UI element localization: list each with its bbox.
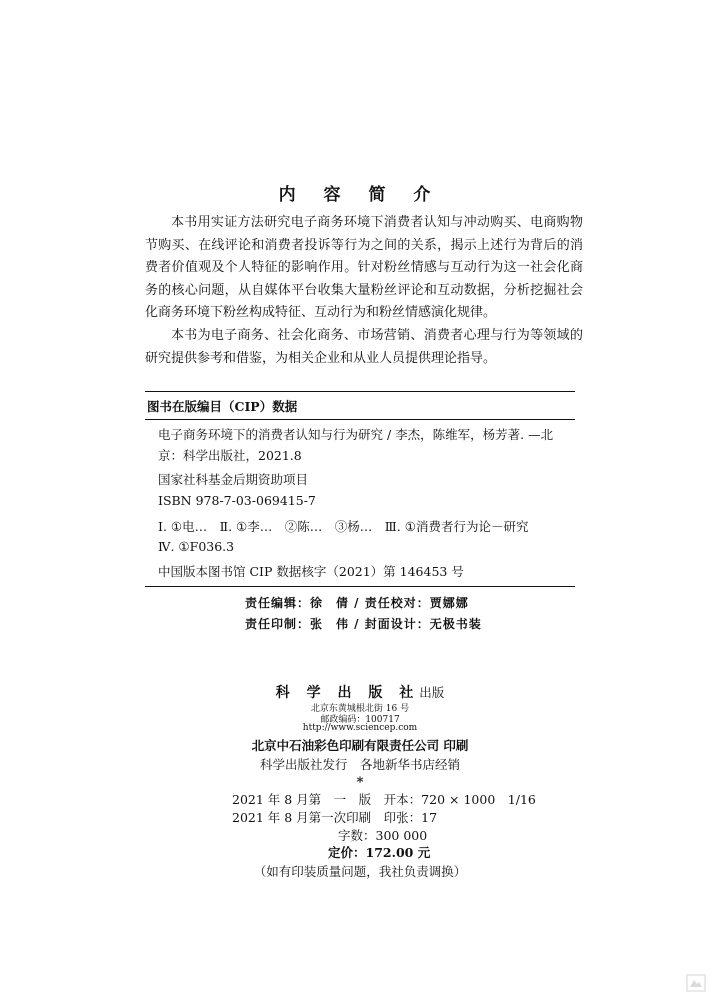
edition-line: 2021 年 8 月第 一 版 开本：720 × 1000 1/16	[232, 792, 536, 807]
summary-paragraph-1: 本书用实证方法研究电子商务环境下消费者认知与冲动购买、电商购物节购买、在线评论和消费者投诉等行为之间的关系，揭示上述行为背后的消费者价值观及个人特征的影响作用。针对粉丝情感与互动行为这一社会化商务的核心问题，从自媒体平台收集大量粉丝评论和互动数据，分析挖掘社会化商务环境下粉丝构成特征、互动行为和粉丝情感演化规律。	[145, 215, 583, 321]
credits-editor-line: 责任编辑：徐 倩 / 责任校对：贾娜娜	[245, 596, 469, 610]
cip-publisher-line: 京：科学出版社，2021.8	[158, 448, 302, 463]
publisher-postcode: 邮政编码：100717	[320, 715, 400, 725]
summary-title: 内 容 简 介	[278, 185, 442, 205]
cip-bottom-rule	[145, 586, 575, 587]
separator-star: *	[356, 775, 364, 790]
word-count: 字数：300 000	[338, 828, 428, 843]
distribution-line: 科学出版社发行 各地新华书店经销	[259, 757, 460, 772]
cip-top-rule	[145, 391, 575, 392]
publisher-address: 北京东黄城根北街 16 号	[310, 704, 410, 714]
printer-line: 北京中石油彩色印刷有限责任公司 印刷	[251, 738, 469, 753]
price: 定价：172.00 元	[328, 845, 431, 860]
publisher-line	[0, 682, 720, 702]
watermark-icon	[686, 974, 706, 992]
publisher-name: 科 学 出 版 社	[275, 685, 420, 701]
printing-line: 2021 年 8 月第一次印刷 印张：17	[232, 810, 438, 825]
cip-heading-rule	[145, 419, 575, 420]
summary-body	[145, 212, 583, 370]
credits-printing-line: 责任印制：张 伟 / 封面设计：无极书装	[245, 617, 482, 631]
cip-classification-line-1: Ⅰ. ①电… Ⅱ. ①李… ②陈… ③杨… Ⅲ. ①消费者行为论－研究	[158, 519, 529, 534]
cip-classification-line-2: Ⅳ. ①F036.3	[158, 539, 235, 554]
cip-heading: 图书在版编目（CIP）数据	[147, 399, 298, 414]
publisher-suffix: 出版	[419, 685, 445, 700]
return-notice: （如有印装质量问题，我社负责调换）	[253, 864, 467, 879]
cip-isbn: ISBN 978-7-03-069415-7	[158, 493, 316, 508]
summary-paragraph-2: 本书为电子商务、社会化商务、市场营销、消费者心理与行为等领域的研究提供参考和借鉴，为相关企业和从业人员提供理论指导。	[145, 327, 583, 366]
publisher-website: http://www.sciencep.com	[302, 723, 418, 733]
cip-funding-line: 国家社科基金后期资助项目	[158, 472, 309, 487]
cip-title-line: 电子商务环境下的消费者认知与行为研究 / 李杰，陈维军，杨芳著. —北	[158, 427, 554, 442]
cip-approval-number: 中国版本图书馆 CIP 数据核字（2021）第 146453 号	[158, 564, 464, 579]
